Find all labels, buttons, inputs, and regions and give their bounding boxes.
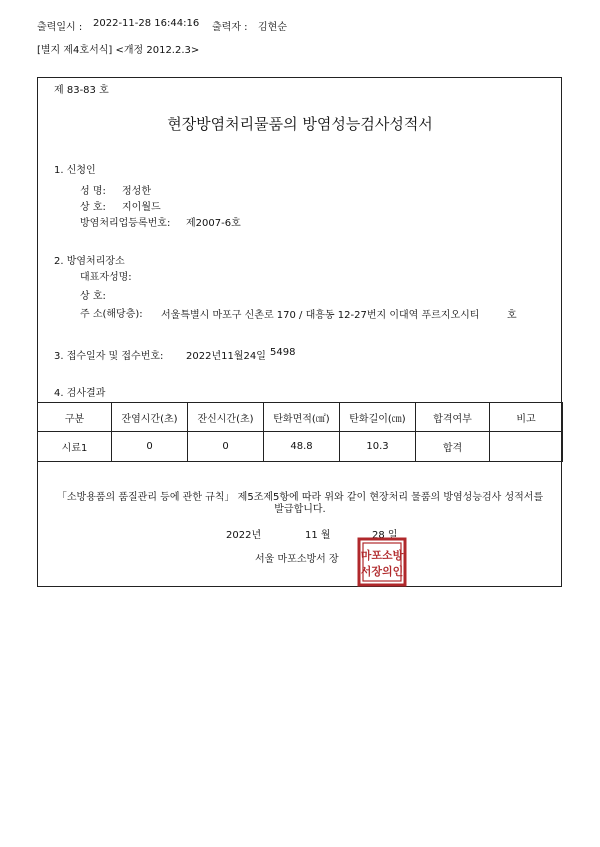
col-header: 탄화면적(㎠) [264,403,340,432]
place-heading: 2. 방염처리장소 [54,256,125,267]
col-header: 합격여부 [416,403,490,432]
applicant-name-label: 성 명: [80,186,106,197]
results-header-row [38,403,563,432]
statement-line-1: 「소방용품의 품질관리 등에 관한 규칙」 제5조제5항에 따라 위와 같이 현장처리 물품의 방염성능검사 성적서를 [56,492,544,503]
place-address-label: 주 소(해당층): [80,309,143,320]
applicant-company-value: 지이월드 [122,202,161,213]
statement-line-2: 발급합니다. [274,504,326,515]
printer-value: 김현순 [258,22,287,33]
table-cell: 시료1 [38,432,112,462]
table-cell: 0 [112,432,188,462]
applicant-company-label: 상 호: [80,202,106,213]
receipt-number: 5498 [270,347,296,358]
place-address-suffix: 호 [507,310,517,321]
applicant-reg-value: 제2007-6호 [186,218,241,229]
col-header: 잔신시간(초) [188,403,264,432]
place-rep-label: 대표자성명: [80,272,132,283]
doc-number: 제 83-83 호 [54,85,109,96]
page-title: 현장방염처리물품의 방염성능검사성적서 [167,115,433,133]
seal-graphic [357,537,407,587]
printer-label: 출력자 : [212,22,248,33]
table-cell: 10.3 [340,432,416,462]
col-header: 구분 [38,403,112,432]
table-cell: 0 [188,432,264,462]
applicant-heading: 1. 신청인 [54,165,96,176]
place-company-label: 상 호: [80,291,106,302]
table-cell: 48.8 [264,432,340,462]
col-header: 탄화길이(㎝) [340,403,416,432]
receipt-date: 2022년11월24일 [186,351,266,362]
svg-text:서장의인: 서장의인 [360,565,404,578]
table-row [38,432,563,462]
col-header: 비고 [490,403,563,432]
issue-day: 28 일 [372,530,398,541]
applicant-name-value: 정성한 [122,186,151,197]
applicant-reg-label: 방염처리업등록번호: [80,218,171,229]
place-address-value: 서울특별시 마포구 신촌로 170 / 대흥동 12-27번지 이대역 푸르지오시티 [161,310,480,321]
receipt-label: 3. 접수일자 및 접수번호: [54,351,164,362]
results-table [37,402,563,462]
official-seal [357,537,407,587]
form-label: [별지 제4호서식] <개정 2012.2.3> [37,45,200,56]
print-date-value: 2022-11-28 16:44:16 [93,18,200,29]
svg-text:마포소방: 마포소방 [360,549,404,562]
table-cell: 합격 [416,432,490,462]
issue-year: 2022년 [226,530,262,541]
col-header: 잔염시간(초) [112,403,188,432]
issuer: 서울 마포소방서 장 [255,554,339,565]
results-heading: 4. 검사결과 [54,388,106,399]
issue-month: 11 월 [305,530,331,541]
table-cell [490,432,563,462]
print-date-label: 출력일시 : [37,22,83,33]
